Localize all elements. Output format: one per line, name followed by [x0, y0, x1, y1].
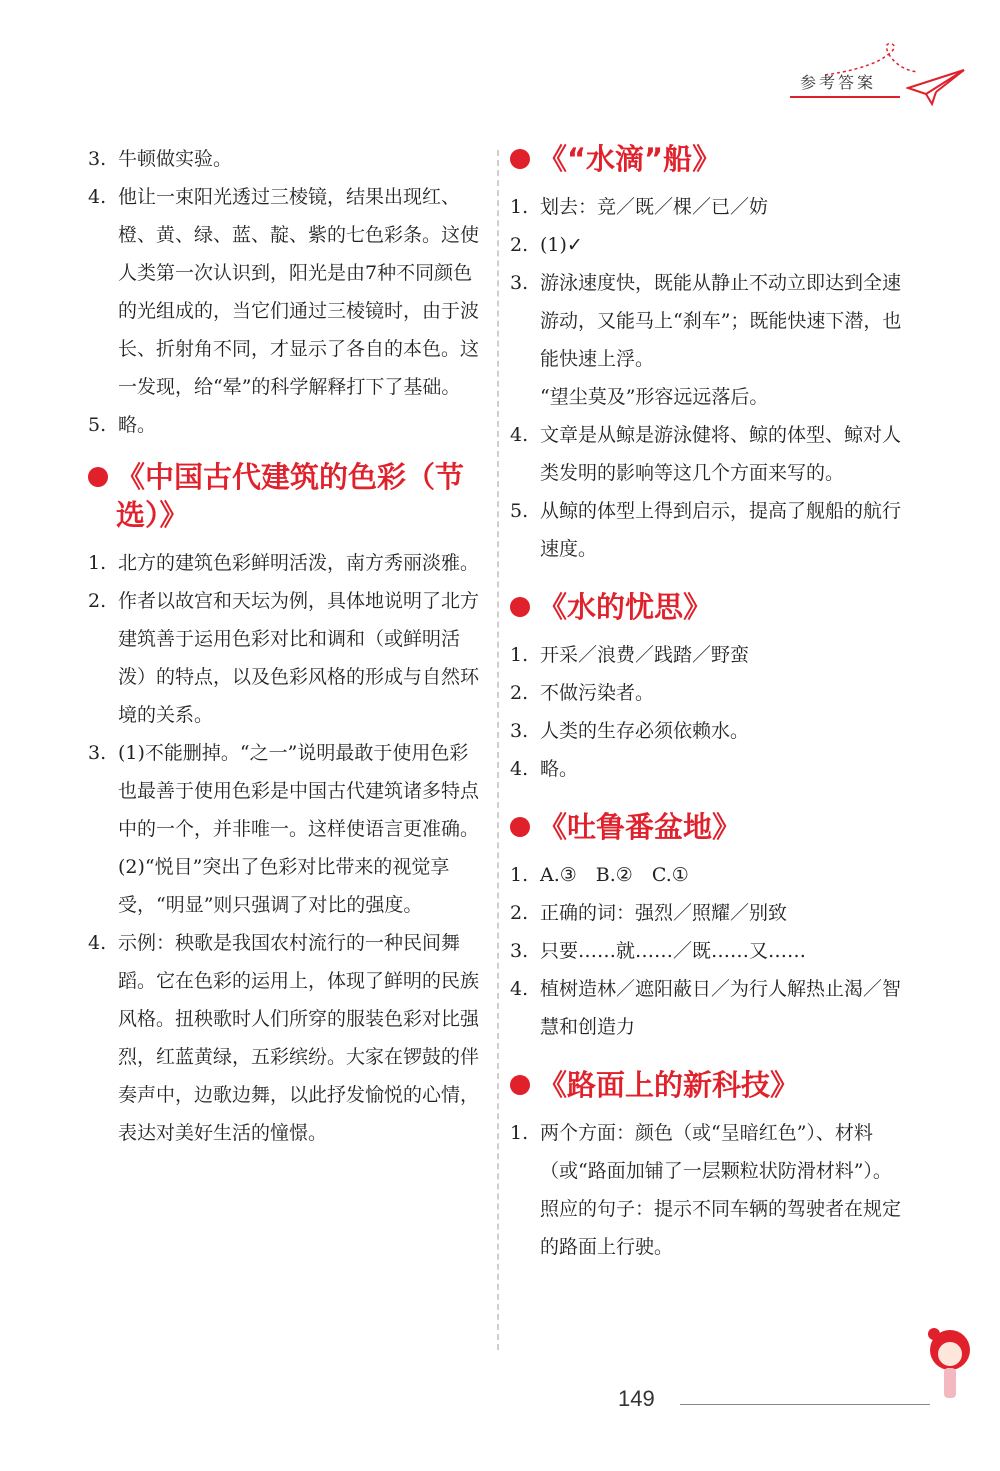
- item-text: 牛顿做实验。: [118, 148, 233, 170]
- list-item: [510, 856, 905, 894]
- list-item: [510, 264, 905, 378]
- item-text: A.③ B.② C.①: [540, 864, 689, 886]
- list-item: [88, 734, 483, 848]
- footer-line: [680, 1404, 930, 1405]
- red-dot-icon: [510, 149, 530, 169]
- list-item: [510, 970, 905, 1046]
- list-item: [88, 544, 483, 582]
- item-text: 人类的生存必须依赖水。: [540, 720, 750, 742]
- header-label: 参考答案: [800, 73, 877, 92]
- section-water-drop-ship: [510, 140, 905, 568]
- item-text: 示例：秧歌是我国农村流行的一种民间舞蹈。它在色彩的运用上，体现了鲜明的民族风格。扭秧歌时人们所穿的服装色彩对比强烈，红蓝黄绿，五彩缤纷。大家在锣鼓的伴奏声中，边歌边舞，以此抒发愉悦的心情，表达对美好生活的憧憬。: [118, 932, 480, 1144]
- item-text: 划去：竞／既／棵／已／妨: [540, 196, 769, 218]
- red-dot-icon: [88, 467, 108, 487]
- item-subtext: 照应的句子：提示不同车辆的驾驶者在规定的路面上行驶。: [540, 1198, 902, 1258]
- list-item: [510, 226, 905, 264]
- section-title: [510, 588, 905, 626]
- item-number: 4.: [510, 758, 529, 780]
- item-text: 植树造林／遮阳蔽日／为行人解热止渴／智慧和创造力: [540, 978, 902, 1038]
- item-text: 略。: [540, 758, 579, 780]
- item-text: 从鲸的体型上得到启示，提高了舰船的航行速度。: [540, 500, 902, 560]
- item-number: 3.: [88, 148, 107, 170]
- item-text: (1)不能删掉。“之一”说明最敢于使用色彩也最善于使用色彩是中国古代建筑诸多特点中的一个，并非唯一。这样使语言更准确。: [118, 742, 480, 840]
- item-text: 作者以故宫和天坛为例，具体地说明了北方建筑善于运用色彩对比和调和（或鲜明活泼）的特点，以及色彩风格的形成与自然环境的关系。: [118, 590, 480, 726]
- item-number: 1.: [510, 196, 529, 218]
- red-dot-icon: [510, 597, 530, 617]
- list-item: [88, 924, 483, 1152]
- item-number: 1.: [510, 644, 529, 666]
- item-number: 1.: [88, 552, 107, 574]
- item-number: 4.: [510, 424, 529, 446]
- item-number: 4.: [88, 186, 107, 208]
- list-item: [510, 1114, 905, 1190]
- section-title: [88, 458, 483, 534]
- list-item: [510, 492, 905, 568]
- item-text: (1)✓: [540, 234, 583, 256]
- section-ancient-architecture: [88, 458, 483, 1152]
- right-column: [510, 140, 905, 1286]
- item-subtext: (2)“悦目”突出了色彩对比带来的视觉享受，“明显”则只强调了对比的强度。: [118, 856, 450, 916]
- item-number: 5.: [510, 500, 529, 522]
- red-dot-icon: [510, 1075, 530, 1095]
- item-text: 正确的词：强烈／照耀／别致: [540, 902, 788, 924]
- list-item: [510, 188, 905, 226]
- section-title: [510, 808, 905, 846]
- section-title: [510, 140, 905, 178]
- red-dot-icon: [510, 817, 530, 837]
- page-number: 149: [618, 1386, 655, 1411]
- item-text: 只要……就……／既……又……: [540, 940, 807, 962]
- girl-illustration-icon: [920, 1320, 980, 1410]
- item-number: 3.: [510, 272, 529, 294]
- list-item: [510, 416, 905, 492]
- section-water-worries: [510, 588, 905, 788]
- section-road-technology: [510, 1066, 905, 1266]
- section-turpan-basin: [510, 808, 905, 1046]
- item-text: 不做污染者。: [540, 682, 655, 704]
- list-item: [88, 406, 483, 444]
- item-number: 2.: [510, 902, 529, 924]
- list-item: [510, 712, 905, 750]
- section-title-text: 《水的忧思》: [538, 590, 713, 624]
- item-number: 2.: [88, 590, 107, 612]
- item-number: 1.: [510, 864, 529, 886]
- item-text: 文章是从鲸是游泳健将、鲸的体型、鲸对人类发明的影响等这几个方面来写的。: [540, 424, 902, 484]
- item-number: 2.: [510, 682, 529, 704]
- section-title-text: 《路面上的新科技》: [538, 1068, 800, 1102]
- section-title-text: 《“水滴”船》: [538, 142, 722, 176]
- list-item: [88, 140, 483, 178]
- item-number: 3.: [88, 742, 107, 764]
- item-text: 两个方面：颜色（或“呈暗红色”）、材料（或“路面加铺了一层颗粒状防滑材料”）。: [540, 1122, 892, 1182]
- item-text: 开采／浪费／践踏／野蛮: [540, 644, 750, 666]
- header-underline: [790, 96, 900, 98]
- item-number: 1.: [510, 1122, 529, 1144]
- item-text: 他让一束阳光透过三棱镜，结果出现红、橙、黄、绿、蓝、靛、紫的七色彩条。这使人类第一次认识到，阳光是由7种不同颜色的光组成的，当它们通过三棱镜时，由于波长、折射角不同，才显示了各自的本色。这一发现，给“晕”的科学解释打下了基础。: [118, 186, 480, 398]
- item-number: 5.: [88, 414, 107, 436]
- section-title: [510, 1066, 905, 1104]
- list-item: [510, 750, 905, 788]
- list-item: [510, 636, 905, 674]
- item-text: 北方的建筑色彩鲜明活泼，南方秀丽淡雅。: [118, 552, 480, 574]
- item-text: 游泳速度快，既能从静止不动立即达到全速游动，又能马上“刹车”；既能快速下潜，也能快速上浮。: [540, 272, 902, 370]
- item-number: 4.: [510, 978, 529, 1000]
- item-subtext: “望尘莫及”形容远远落后。: [540, 386, 769, 408]
- item-number: 2.: [510, 234, 529, 256]
- list-item: [88, 178, 483, 406]
- left-column: [88, 140, 483, 1172]
- header: [780, 40, 980, 120]
- item-number: 4.: [88, 932, 107, 954]
- section-title-text: 《吐鲁番盆地》: [538, 810, 742, 844]
- item-text: 略。: [118, 414, 157, 436]
- list-item: [510, 932, 905, 970]
- section-title-text: 《中国古代建筑的色彩（节 选）》: [116, 460, 465, 532]
- column-divider: [497, 150, 499, 1350]
- item-number: 3.: [510, 940, 529, 962]
- item-number: 3.: [510, 720, 529, 742]
- paper-plane-icon: [906, 58, 966, 108]
- list-item: [510, 894, 905, 932]
- list-item: [510, 674, 905, 712]
- list-item: [88, 582, 483, 734]
